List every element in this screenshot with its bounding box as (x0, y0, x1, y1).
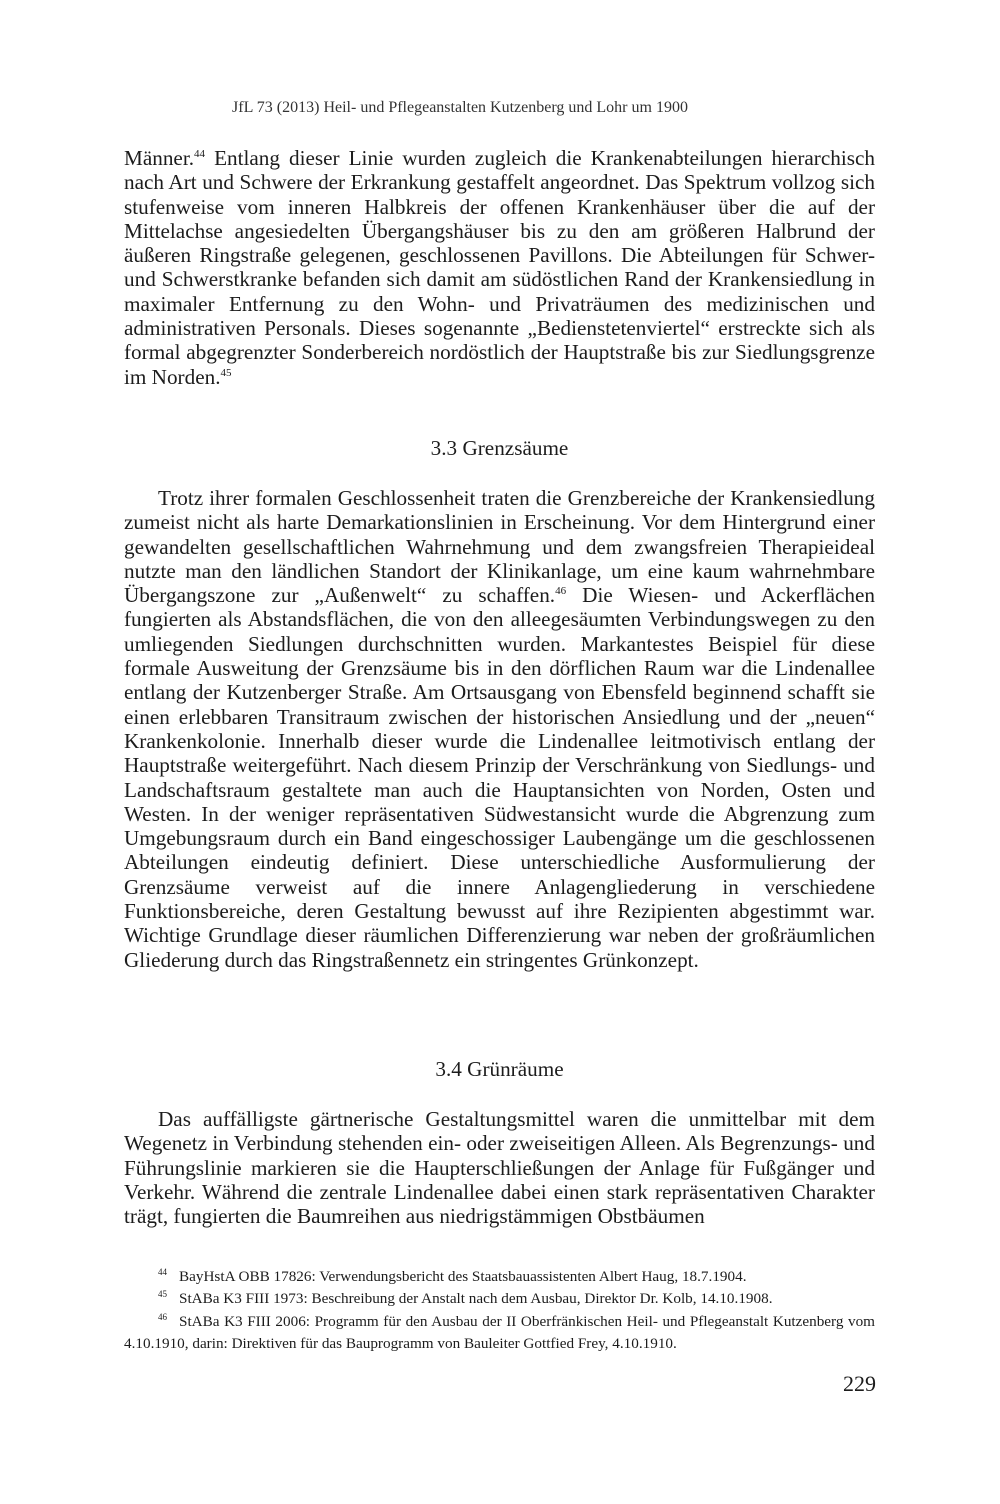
paragraph-3: Das auffälligste gärtnerische Gestaltungsmittel waren die unmittelbar mit dem Wegenetz in Verbindung stehenden ein- oder zweiseitigen Alleen. Als Begrenzungs- und Führungslinie markieren sie die Haupterschließungen der Anlage für Fußgänger und Verkehr. Während die zentrale Lindenallee dabei einen stark repräsentativen Charakter trägt, fungierten die Baumreihen aus niedrigstämmigen Obstbäumen (124, 1107, 875, 1229)
page-number: 229 (843, 1371, 876, 1396)
footnote-text: StABa K3 FIII 1973: Beschreibung der Anstalt nach dem Ausbau, Direktor Dr. Kolb, 14.10.1908. (179, 1290, 773, 1308)
footnote-ref-45: 45 (220, 366, 232, 379)
footnote-number: 46 (158, 1311, 167, 1322)
text-run: Männer. (124, 146, 195, 170)
section-heading-gruenraeume: 3.4 Grünräume (435, 1057, 564, 1081)
footnote-text: BayHstA OBB 17826: Verwendungsbericht des Staatsbauassistenten Albert Haug, 18.7.1904. (179, 1268, 747, 1285)
footnote-ref-46: 46 (555, 585, 567, 598)
footnote-number: 44 (158, 1267, 167, 1277)
running-head: JfL 73 (2013) Heil- und Pflegeanstalten Kutzenberg und Lohr um 1900 (232, 99, 688, 116)
paragraph-2 (124, 486, 875, 972)
footnotes (124, 1266, 875, 1355)
paragraph-1 (124, 146, 875, 389)
text-run: Entlang dieser Linie wurden zugleich die Krankenabteilungen hierarchisch nach Art und Schwere der Erkrankung gestaffelt angeordnet. Das Spektrum vollzog sich stufenweise vom inneren Halbkreis der offenen Krankenhäuser über die auf der Mittelachse angesiedelten Übergangshäuser bis zu den am größeren Halbrund der äußeren Ringstraße gelegenen, geschlossenen Pavillons. Die Abteilungen für Schwer- und Schwerstkranke befanden sich damit am südöstlichen Rand der Krankensiedlung in maximaler Entfernung zu den Wohn- und Privaträumen des medizinischen und administrativen Personals. Dieses sogenannte „Bedienstetenviertel“ erstreckte sich als formal abgegrenzter Sonderbereich nordöstlich der Hauptstraße bis zur Siedlungsgrenze im Norden. (124, 146, 875, 389)
section-heading-grenzsaeume: 3.3 Grenzsäume (430, 436, 569, 460)
footnote-44 (124, 1266, 875, 1288)
footnote-46 (124, 1311, 875, 1356)
footnote-45 (124, 1288, 875, 1310)
text-run: Die Wiesen- und Ackerflächen fungierten als Abstandsflächen, die von den alleegesäumten Verbindungswegen zu den umliegenden Siedlungen durchschnitten wurden. Markantestes Beispiel für diese formale Ausweitung der Grenzsäume bis in den dörflichen Raum war die Lindenallee entlang der Kutzenberger Straße. Am Ortsausgang von Ebensfeld beginnend schafft sie einen erlebbaren Transitraum zwischen der historischen Ansiedlung und der „neuen“ Krankenkolonie. Innerhalb dieser wurde die Lindenallee leitmotivisch entlang der Hauptstraße weitergeführt. Nach diesem Prinzip der Verschränkung von Siedlungs- und Landschaftsraum gestaltete man auch die Hauptansichten von Norden, Osten und Westen. In der weniger repräsentativen Südwestansicht wurde die Abgrenzung zum Umgebungsraum durch ein Band eingeschossiger Laubengänge um die geschlossenen Abteilungen eindeutig definiert. Diese unterschiedliche Ausformulierung der Grenzsäume verweist auf die innere Anlagengliederung in verschiedene Funktionsbereiche, deren Gestaltung bewusst auf ihre Rezipienten abgestimmt war. Wichtige Grundlage dieser räumlichen Differenzierung war neben der großräumlichen Gliederung durch das Ringstraßennetz ein stringentes Grünkonzept. (124, 583, 875, 972)
footnote-ref-44: 44 (194, 148, 206, 160)
footnote-number: 45 (158, 1289, 167, 1300)
text-run: Trotz ihrer formalen Geschlossenheit traten die Grenzbereiche der Krankensiedlung zumeist nicht als harte Demarkationslinien in Erscheinung. Vor dem Hintergrund einer gewandelten gesellschaftlichen Wahrnehmung und dem zwangsfreien Therapieideal nutzte man den ländlichen Standort der Klinikanlage, um eine kaum wahrnehmbare Übergangszone zur „Außenwelt“ zu schaffen. (124, 486, 875, 608)
footnote-text: StABa K3 FIII 2006: Programm für den Ausbau der II Oberfränkischen Heil- und Pflegeanstalt Kutzenberg vom 4.10.1910, darin: Direktiven für das Bauprogramm von Bauleiter Gottfied Frey, 4.10.1910. (124, 1312, 875, 1352)
